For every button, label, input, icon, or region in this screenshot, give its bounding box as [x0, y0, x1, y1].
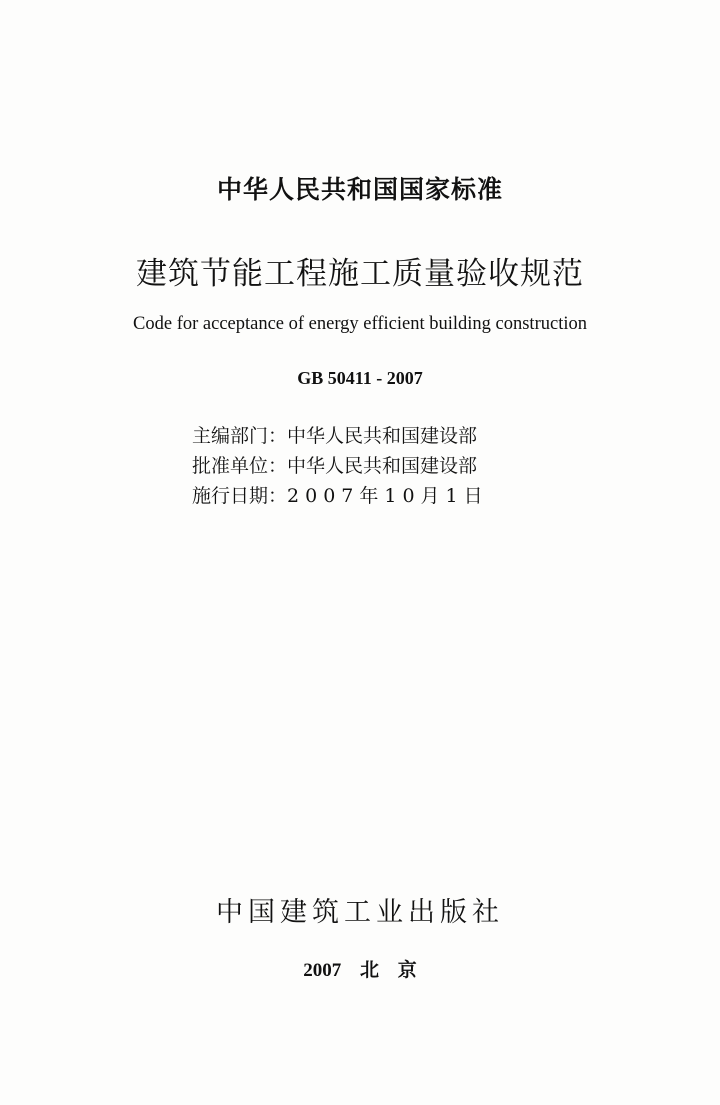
- standard-code: GB 50411 - 2007: [297, 368, 423, 388]
- publisher: 中国建筑工业出版社: [216, 897, 504, 928]
- editor-department: [192, 421, 477, 448]
- meta-label: 批准单位：: [192, 455, 288, 477]
- meta-label: 主编部门：: [192, 425, 288, 447]
- effective-date: [192, 481, 489, 508]
- title-chinese: 建筑节能工程施工质量验收规范: [136, 256, 584, 292]
- meta-value: 2007年10月1日: [287, 485, 489, 507]
- publication-place-year: 2007 北 京: [303, 960, 417, 981]
- meta-label: 施行日期：: [192, 485, 288, 507]
- meta-value: 中华人民共和国建设部: [287, 455, 478, 477]
- meta-value: 中华人民共和国建设部: [287, 425, 478, 447]
- title-english: Code for acceptance of energy efficient building construction: [133, 314, 587, 334]
- standard-type-heading: 中华人民共和国国家标准: [216, 175, 503, 204]
- approval-unit: [192, 451, 477, 478]
